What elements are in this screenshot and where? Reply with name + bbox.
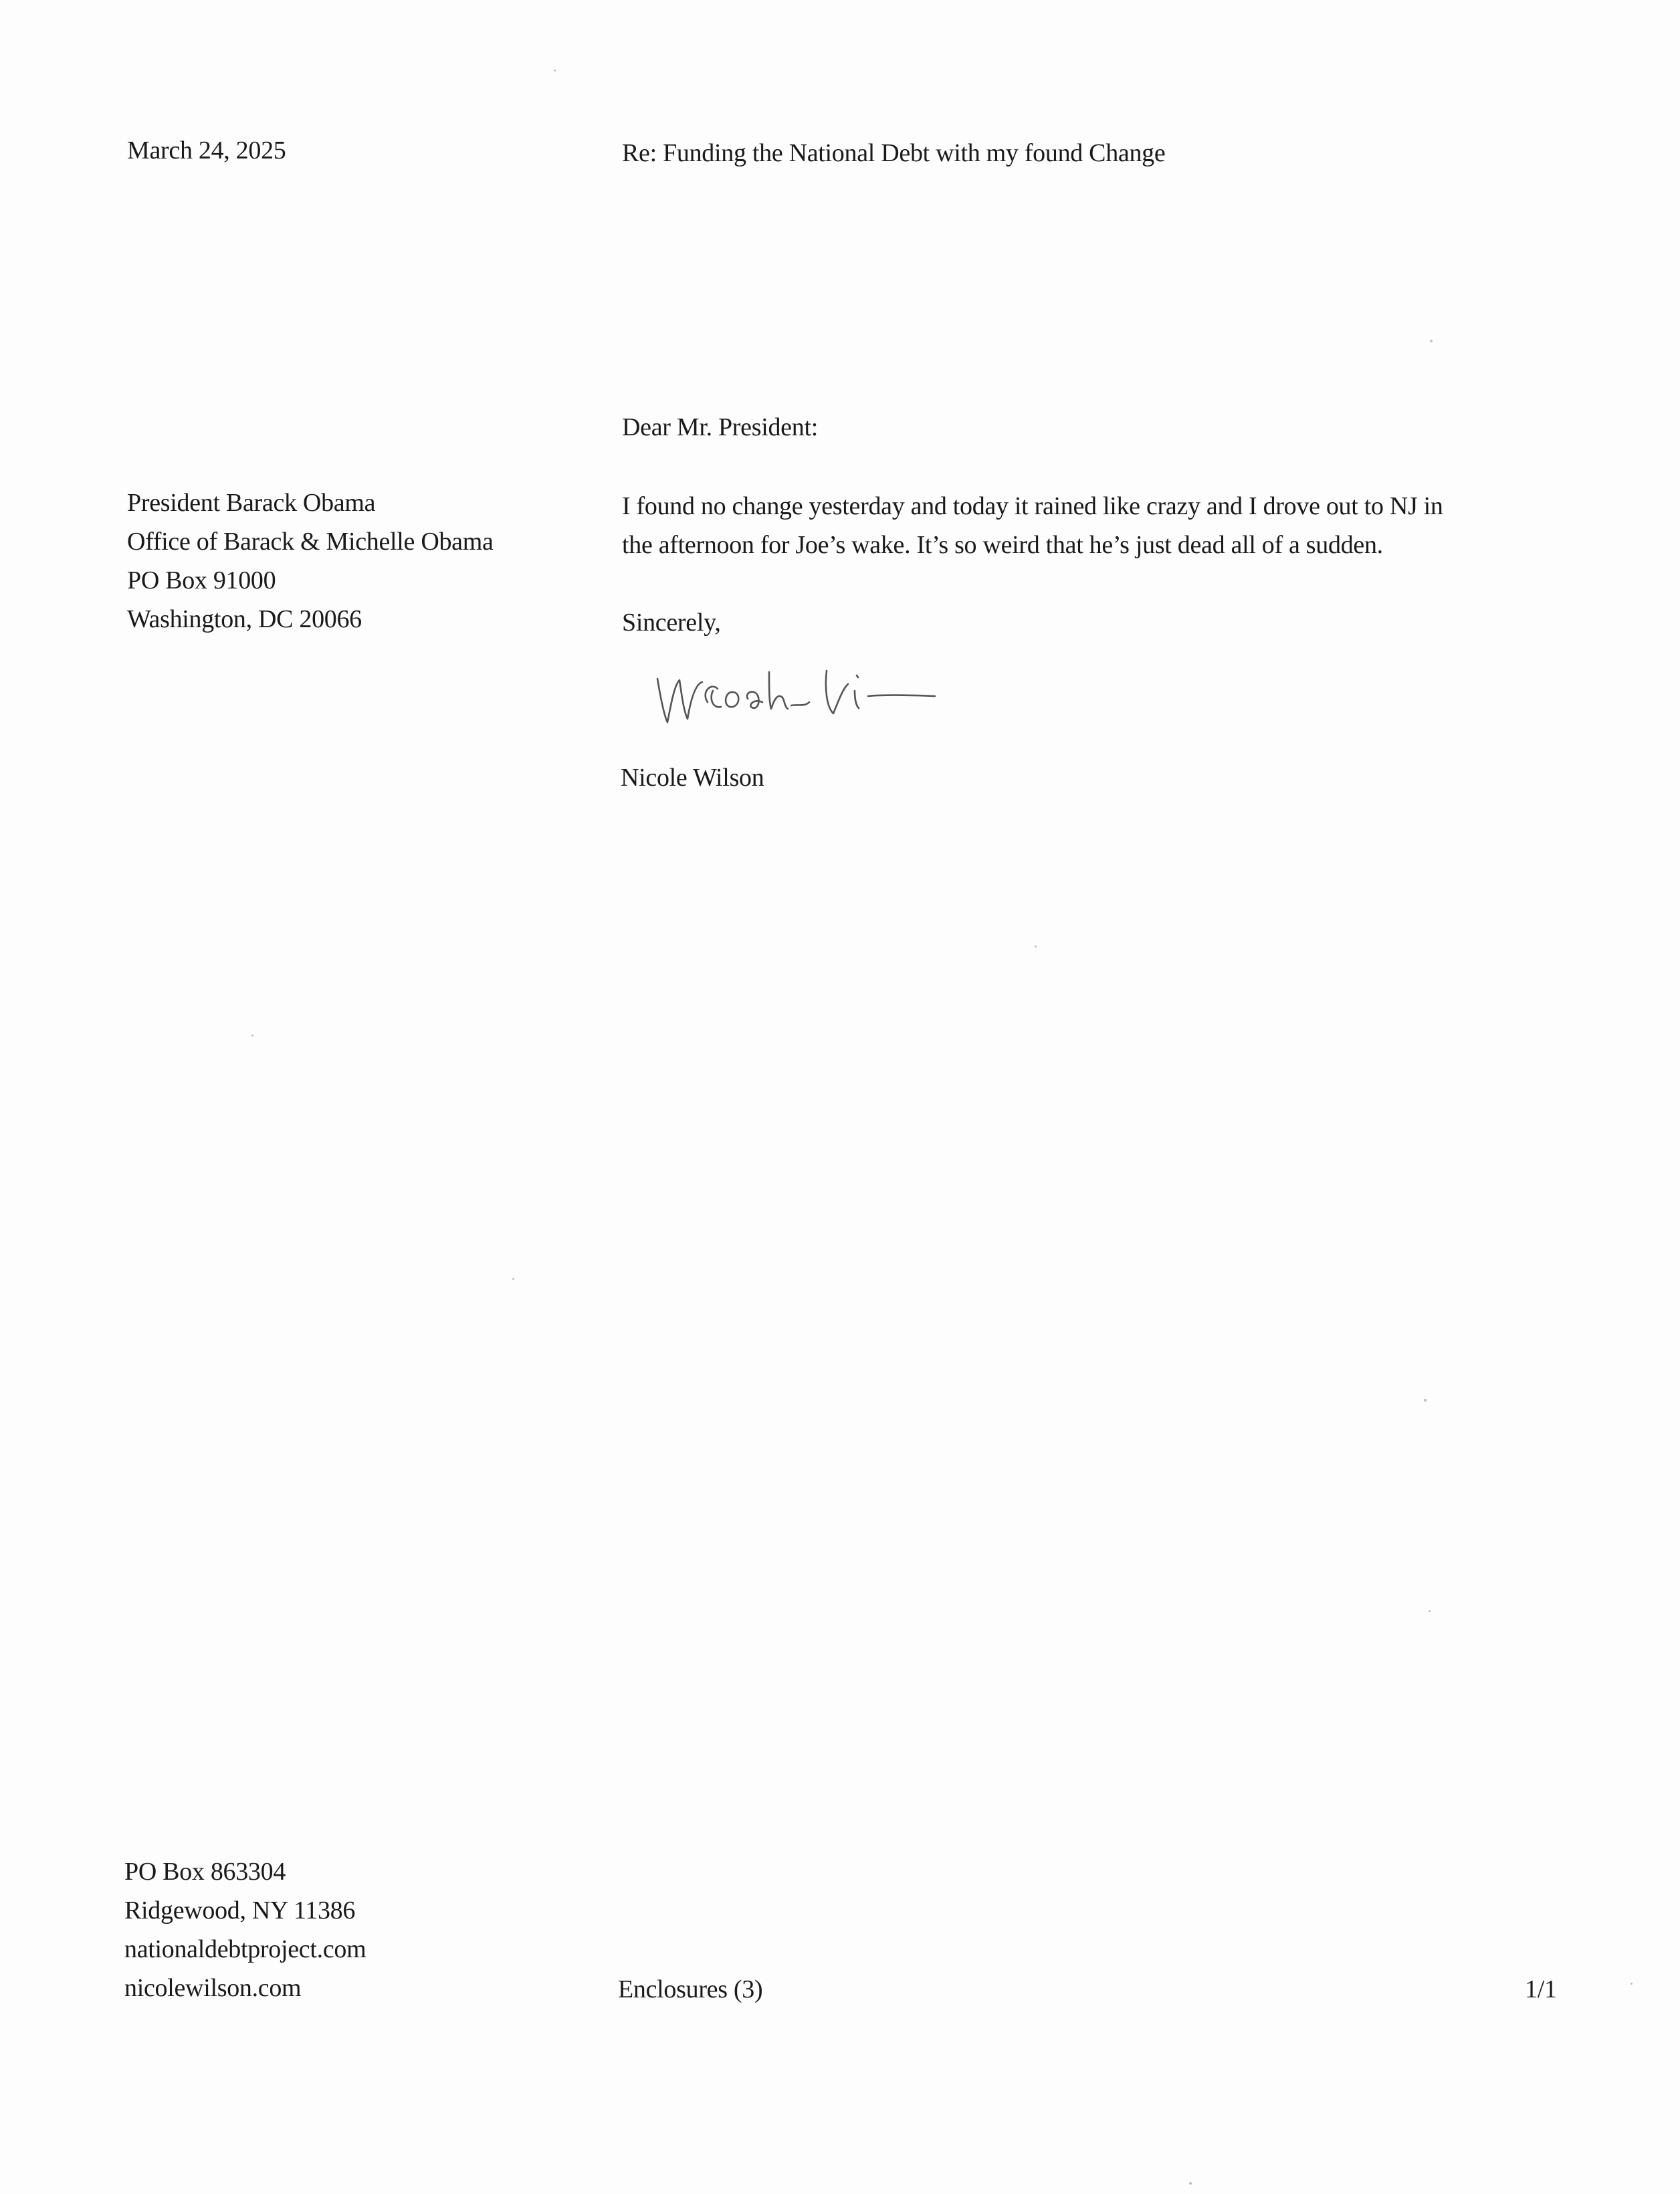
paper-speck [251,1034,253,1036]
sender-city: Ridgewood, NY 11386 [124,1896,356,1925]
sender-address [124,1852,366,2007]
paper-speck [512,1278,514,1280]
handwritten-signature [654,652,948,739]
letter-body [622,487,1572,564]
recipient-name: President Barack Obama [127,489,376,517]
salutation: Dear Mr. President: [622,413,818,441]
letter-subject: Re: Funding the National Debt with my found Change [622,139,1166,167]
sender-po-box: PO Box 863304 [124,1858,286,1886]
page-number: 1/1 [1525,1975,1557,2003]
sender-website-project: nationaldebtproject.com [124,1935,366,1963]
paper-speck [1631,1983,1633,1985]
recipient-city: Washington, DC 20066 [127,605,362,633]
body-line: I found no change yesterday and today it rained like crazy and I drove out to NJ in [622,492,1443,520]
closing: Sincerely, [622,609,721,637]
recipient-po-box: PO Box 91000 [127,566,276,594]
letter-date: March 24, 2025 [127,136,286,164]
paper-speck [1189,2182,1192,2185]
signer-name: Nicole Wilson [621,764,764,792]
body-line: the afternoon for Joe’s wake. It’s so weird that he’s just dead all of a sudden. [622,531,1383,559]
paper-speck [554,70,556,72]
paper-speck [1035,946,1037,948]
sender-website-personal: nicolewilson.com [124,1974,302,2002]
paper-speck [1424,1399,1427,1402]
paper-speck [1430,340,1433,342]
recipient-address [127,483,494,639]
paper-speck [1429,1610,1431,1612]
enclosures-note: Enclosures (3) [618,1975,763,2003]
recipient-office: Office of Barack & Michelle Obama [127,528,494,556]
